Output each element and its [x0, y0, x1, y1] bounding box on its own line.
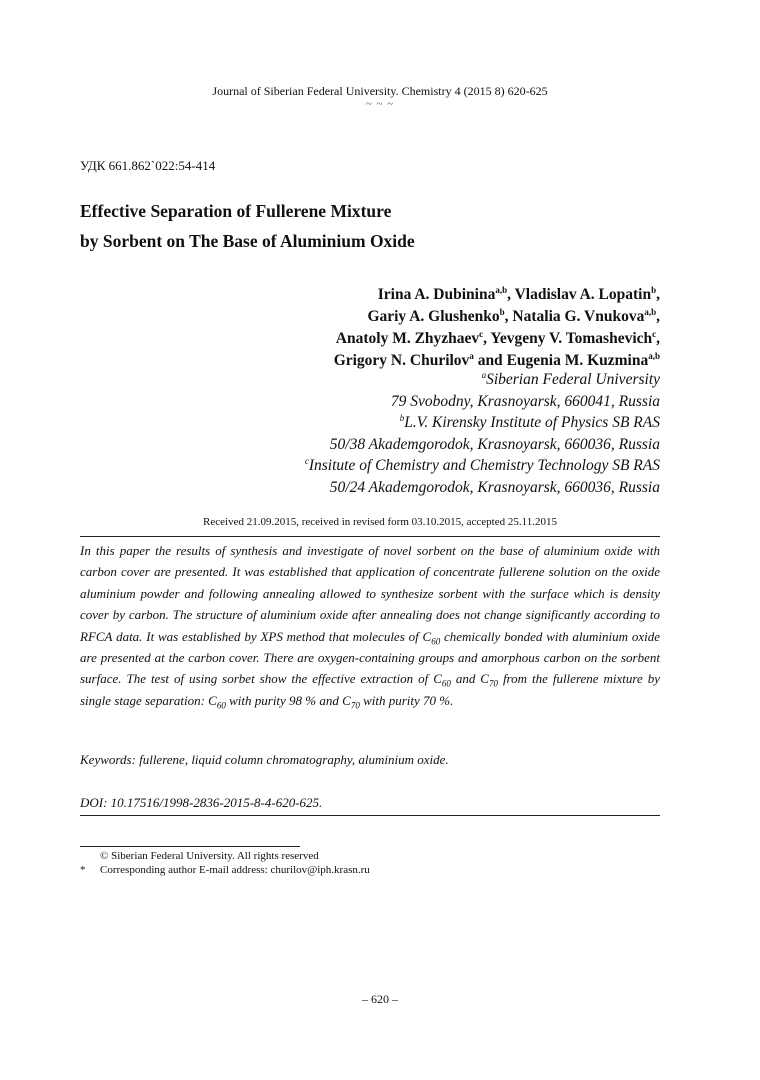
author-line [160, 328, 660, 350]
abstract-segment: with purity 98 % and C [225, 692, 351, 708]
author-name: Eugenia M. Kuzmina [506, 352, 649, 369]
author-name: Vladislav A. Lopatin [514, 286, 652, 303]
affiliation-address: 50/38 Akademgorodok, Krasnoyarsk, 660036, Russia [329, 435, 660, 453]
author-affil-mark: c [652, 328, 657, 339]
author-separator: , [656, 330, 660, 347]
author-affil-mark: a,b [648, 350, 660, 361]
journal-header: Journal of Siberian Federal University. Chemistry 4 (2015 8) 620-625 [212, 84, 548, 98]
affiliation-address: 79 Svobodny, Krasnoyarsk, 660041, Russia [390, 392, 660, 410]
author-line [160, 306, 660, 328]
udk-code: УДК 661.862`022:54-414 [80, 158, 216, 173]
author-line [160, 284, 660, 306]
author-affil-mark: b [499, 306, 505, 317]
author-name: Yevgeny V. Tomashevich [490, 330, 653, 347]
abstract-top-rule [80, 536, 660, 537]
affiliation-mark: c [304, 455, 309, 466]
affiliation-mark: a [481, 369, 487, 380]
abstract-segment: with purity 70 %. [359, 692, 454, 708]
author-name: Anatoly M. Zhyzhaev [335, 330, 480, 347]
corresponding-footnote [80, 864, 370, 876]
subscript: 70 [488, 679, 498, 690]
copyright-footnote [80, 850, 319, 862]
subscript: 60 [441, 679, 451, 690]
copyright-text: © Siberian Federal University. All rights reserved [100, 850, 319, 862]
author-separator: , [656, 308, 660, 325]
affiliation-institution: L.V. Kirensky Institute of Physics SB RAS [404, 414, 660, 431]
header-ornament: ~ ~ ~ [365, 98, 395, 110]
abstract-segment: chemically bonded with aluminium oxide are presented at the carbon cover. There are oxygen-containing groups and amorphous carbon on the sorbent surface. The test of using sorbet show the effective extraction of C [80, 628, 661, 687]
footnote-star: * [80, 864, 86, 876]
affiliation-institution: Insitute of Chemistry and Chemistry Technology SB RAS [308, 457, 660, 474]
received-dates: Received 21.09.2015, received in revised form 03.10.2015, accepted 25.11.2015 [203, 516, 557, 528]
abstract-segment: from the fullerene mixture by single stage separation: C [80, 671, 660, 708]
affiliation-institution: Siberian Federal University [486, 371, 660, 388]
affiliation-mark: b [399, 412, 405, 423]
author-affil-mark: b [651, 284, 657, 295]
affiliation-name [140, 369, 660, 391]
author-separator: , [507, 286, 511, 303]
author-separator: , [483, 330, 488, 347]
author-name: Irina A. Dubinina [377, 286, 496, 303]
author-list [160, 284, 660, 372]
author-affil-mark: a [469, 350, 474, 361]
author-affil-mark: a,b [644, 306, 657, 317]
abstract-text [80, 540, 660, 711]
abstract-segment: and C [450, 671, 489, 687]
subscript: 60 [216, 700, 226, 711]
footnote-rule [80, 846, 300, 847]
page-number: – 620 – [362, 992, 398, 1006]
abstract-bottom-rule [80, 815, 660, 816]
affiliation-name [140, 455, 660, 477]
author-separator: , [656, 286, 660, 303]
author-separator: , [504, 308, 509, 325]
subscript: 60 [431, 636, 441, 647]
abstract-segment: In this paper the results of synthesis and investigate of novel sorbent on the base of aluminium oxide with carbon cover are presented. It was established that application of concentrate fullerene solution on the oxide aluminium powder and following annealing allowed to synthesize sorbent with the surface which is density cover by carbon. The structure of aluminium oxide after annealing does not change significantly according to RFCA data. It was established by XPS method that molecules of C [80, 543, 660, 644]
title-line-1: Effective Separation of Fullerene Mixture [80, 201, 392, 221]
title-line-2: by Sorbent on The Base of Aluminium Oxide [80, 231, 415, 251]
affiliation-address: 50/24 Akademgorodok, Krasnoyarsk, 660036, Russia [329, 478, 660, 496]
author-and: and [477, 352, 503, 369]
paper-title [80, 196, 680, 256]
author-affil-mark: a,b [495, 284, 508, 295]
author-name: Grigory N. Churilov [333, 352, 470, 369]
affiliation-name [140, 412, 660, 434]
doi: DOI: 10.17516/1998-2836-2015-8-4-620-625. [80, 795, 323, 810]
affiliation-list [140, 369, 660, 498]
author-name: Natalia G. Vnukova [512, 308, 645, 325]
author-name: Gariy A. Glushenko [367, 308, 500, 325]
keywords: Keywords: fullerene, liquid column chromatography, aluminium oxide. [80, 752, 449, 767]
subscript: 70 [350, 700, 360, 711]
author-affil-mark: c [479, 328, 484, 339]
corresponding-text: Corresponding author E-mail address: churilov@iph.krasn.ru [100, 864, 370, 876]
